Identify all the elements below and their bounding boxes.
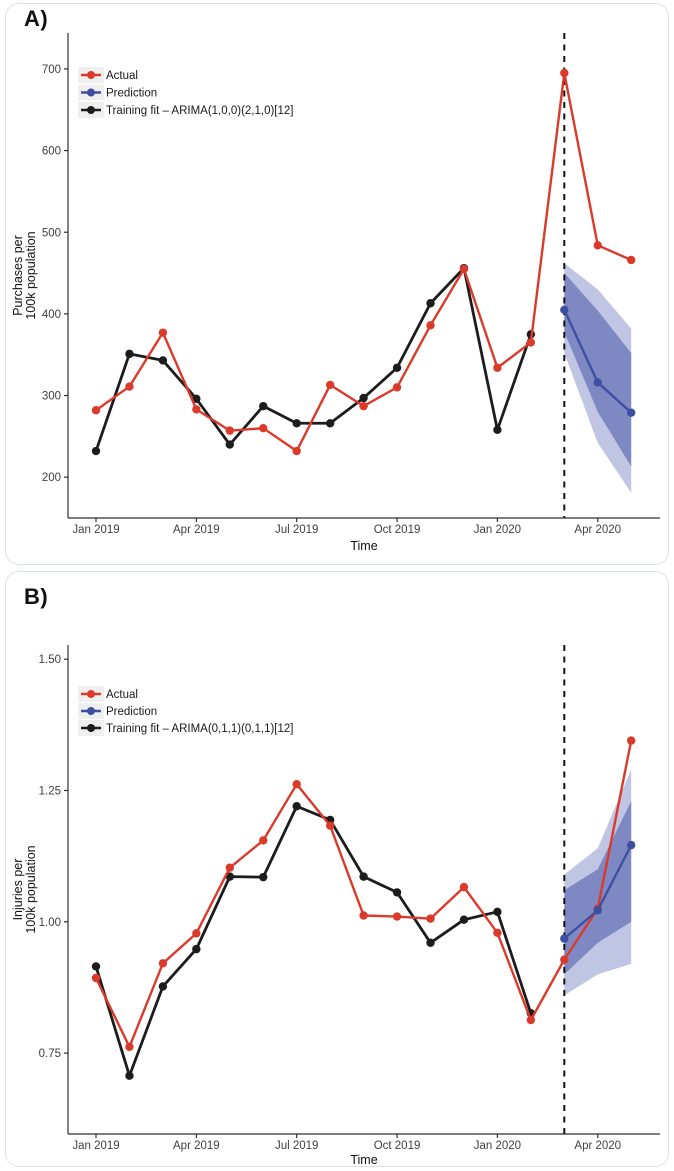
series-actual-point (426, 321, 434, 329)
x-tick-label: Apr 2020 (574, 1140, 622, 1152)
series-actual-point (560, 955, 568, 963)
series-actual-point (326, 821, 334, 829)
x-tick-label: Jul 2019 (274, 524, 319, 536)
y-tick-label: 1.00 (38, 916, 61, 929)
series-prediction-point (560, 306, 568, 314)
series-actual-point (627, 736, 635, 744)
legend-key-point (87, 106, 95, 114)
y-tick-label: 0.75 (38, 1048, 61, 1061)
y-tick-label: 1.25 (38, 785, 61, 798)
series-actual-line (96, 741, 631, 1047)
series-training-fit-point (159, 356, 167, 364)
series-training-fit-point (426, 939, 434, 947)
series-training-fit-point (359, 872, 367, 880)
series-actual-point (326, 381, 334, 389)
y-tick-label: 400 (41, 308, 61, 321)
x-tick-label: Jan 2020 (473, 524, 522, 536)
panel-b-label: B) (24, 584, 49, 609)
legend-entry-label: Training fit – ARIMA(0,1,1)(0,1,1)[12] (106, 723, 294, 736)
y-tick-label: 1.50 (38, 654, 61, 667)
series-training-fit-point (393, 888, 401, 896)
series-actual-point (192, 929, 200, 937)
y-tick-label: 200 (41, 472, 61, 485)
series-actual-point (426, 914, 434, 922)
y-tick-label: 300 (41, 390, 61, 403)
y-axis-title-line: Purchases per (11, 235, 25, 316)
x-tick-label: Apr 2019 (173, 524, 220, 536)
series-actual-point (460, 883, 468, 891)
series-actual-point (293, 780, 301, 788)
series-training-fit-point (493, 908, 501, 916)
legend-key-point (87, 690, 95, 698)
series-training-fit-point (192, 945, 200, 953)
series-actual-point (359, 911, 367, 919)
series-training-fit-point (426, 299, 434, 307)
series-training-fit-point (293, 802, 301, 810)
series-training-fit-point (226, 440, 234, 448)
series-actual-point (527, 338, 535, 346)
series-actual-point (259, 836, 267, 844)
series-training-fit-point (493, 426, 501, 434)
series-training-fit-point (359, 394, 367, 402)
series-training-fit-point (293, 419, 301, 427)
series-training-fit-point (92, 447, 100, 455)
legend-key-point (87, 724, 95, 732)
series-actual-point (92, 406, 100, 414)
series-training-fit-point (159, 982, 167, 990)
series-actual-point (493, 929, 501, 937)
legend-entry-label: Prediction (106, 87, 158, 100)
y-tick-label: 700 (41, 63, 61, 76)
series-actual-point (493, 364, 501, 372)
x-tick-label: Oct 2019 (373, 524, 421, 536)
panel-a-chart (0, 0, 674, 570)
y-axis-title-line: 100k population (24, 231, 38, 320)
x-tick-label: Jan 2020 (473, 1140, 522, 1152)
series-actual-point (159, 959, 167, 967)
series-training-fit-line (96, 806, 531, 1075)
legend-entry-label: Actual (106, 70, 138, 83)
series-actual-point (125, 382, 133, 390)
series-training-fit-point (326, 419, 334, 427)
series-prediction-point (627, 841, 635, 849)
y-axis-title-line: Injuries per (11, 858, 25, 921)
x-tick-label: Oct 2019 (373, 1140, 421, 1152)
x-tick-label: Jan 2019 (72, 524, 120, 536)
x-axis-title: Time (350, 1153, 378, 1167)
series-actual-point (460, 265, 468, 273)
series-actual-point (627, 256, 635, 264)
series-training-fit-point (259, 873, 267, 881)
series-actual-point (192, 405, 200, 413)
legend-entry-label: Prediction (106, 706, 158, 719)
x-axis-title: Time (350, 539, 378, 553)
x-tick-label: Apr 2019 (173, 1140, 220, 1152)
series-actual-point (594, 241, 602, 249)
y-tick-label: 600 (41, 145, 61, 158)
panel-a-label: A) (24, 6, 49, 31)
series-training-fit-point (393, 364, 401, 372)
series-prediction-point (594, 906, 602, 914)
series-prediction-point (627, 408, 635, 416)
series-training-fit-point (92, 962, 100, 970)
series-actual-point (393, 912, 401, 920)
series-actual-point (226, 426, 234, 434)
legend-entry-label: Actual (106, 689, 138, 702)
x-tick-label: Jul 2019 (274, 1140, 319, 1152)
series-training-fit-point (460, 916, 468, 924)
series-actual-point (259, 424, 267, 432)
series-training-fit-point (125, 350, 133, 358)
legend-entry-label: Training fit – ARIMA(1,0,0)(2,1,0)[12] (106, 105, 294, 118)
series-actual-point (527, 1016, 535, 1024)
legend-key-point (87, 707, 95, 715)
series-actual-point (92, 974, 100, 982)
panel-b-chart (0, 570, 674, 1171)
x-tick-label: Apr 2020 (574, 524, 622, 536)
series-actual-point (293, 447, 301, 455)
series-actual-point (226, 864, 234, 872)
series-actual-point (125, 1043, 133, 1051)
series-training-fit-point (125, 1071, 133, 1079)
series-training-fit-point (259, 402, 267, 410)
series-actual-point (359, 402, 367, 410)
x-tick-label: Jan 2019 (72, 1140, 120, 1152)
y-axis-title-line: 100k population (24, 845, 38, 934)
legend-key-point (87, 89, 95, 97)
series-actual-point (393, 383, 401, 391)
series-actual-point (560, 69, 568, 77)
legend-key-point (87, 71, 95, 79)
series-prediction-point (560, 934, 568, 942)
series-prediction-point (594, 378, 602, 386)
series-actual-point (159, 328, 167, 336)
y-tick-label: 500 (41, 227, 61, 240)
